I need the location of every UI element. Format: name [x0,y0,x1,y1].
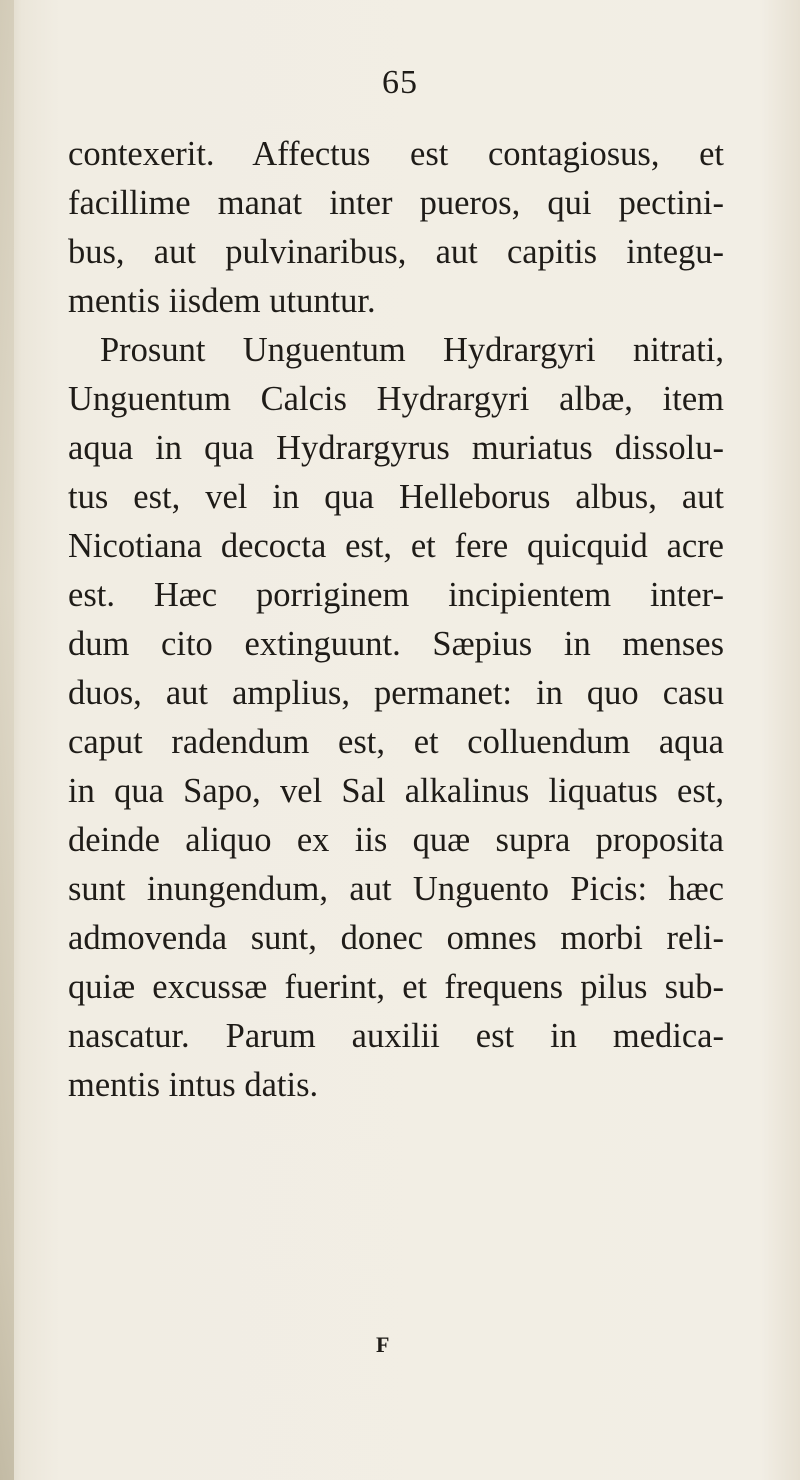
text-line: facillime manat inter pueros, qui pectini- [68,184,724,222]
text-line: caput radendum est, et colluendum aqua [68,723,724,761]
text-line: sunt inungendum, aut Unguento Picis: hæc [68,870,724,908]
text-line: Prosunt Unguentum Hydrargyri nitrati, [100,331,724,369]
text-line: contexerit. Affectus est contagiosus, et [68,135,724,173]
page-binding-edge [0,0,14,1480]
text-line: tus est, vel in qua Helleborus albus, aut [68,478,724,516]
text-line: duos, aut amplius, permanet: in quo casu [68,674,724,712]
text-line: Nicotiana decocta est, et fere quicquid acre [68,527,724,565]
text-line: in qua Sapo, vel Sal alkalinus liquatus est, [68,772,724,810]
body-text [68,130,724,1110]
text-line: bus, aut pulvinaribus, aut capitis integu- [68,233,724,271]
text-line: nascatur. Parum auxilii est in medica- [68,1017,724,1055]
text-line: est. Hæc porriginem incipientem inter- [68,576,724,614]
text-line: dum cito extinguunt. Sæpius in menses [68,625,724,663]
page-number: 65 [382,64,418,101]
text-line: mentis intus datis. [68,1066,319,1104]
text-line: mentis iisdem utuntur. [68,282,376,320]
text-line: quiæ excussæ fuerint, et frequens pilus sub- [68,968,724,1006]
text-line: deinde aliquo ex iis quæ supra proposita [68,821,724,859]
text-line: aqua in qua Hydrargyrus muriatus dissolu- [68,429,724,467]
signature-mark: F [376,1332,390,1357]
text-line: admovenda sunt, donec omnes morbi reli- [68,919,724,957]
text-line: Unguentum Calcis Hydrargyri albæ, item [68,380,724,418]
